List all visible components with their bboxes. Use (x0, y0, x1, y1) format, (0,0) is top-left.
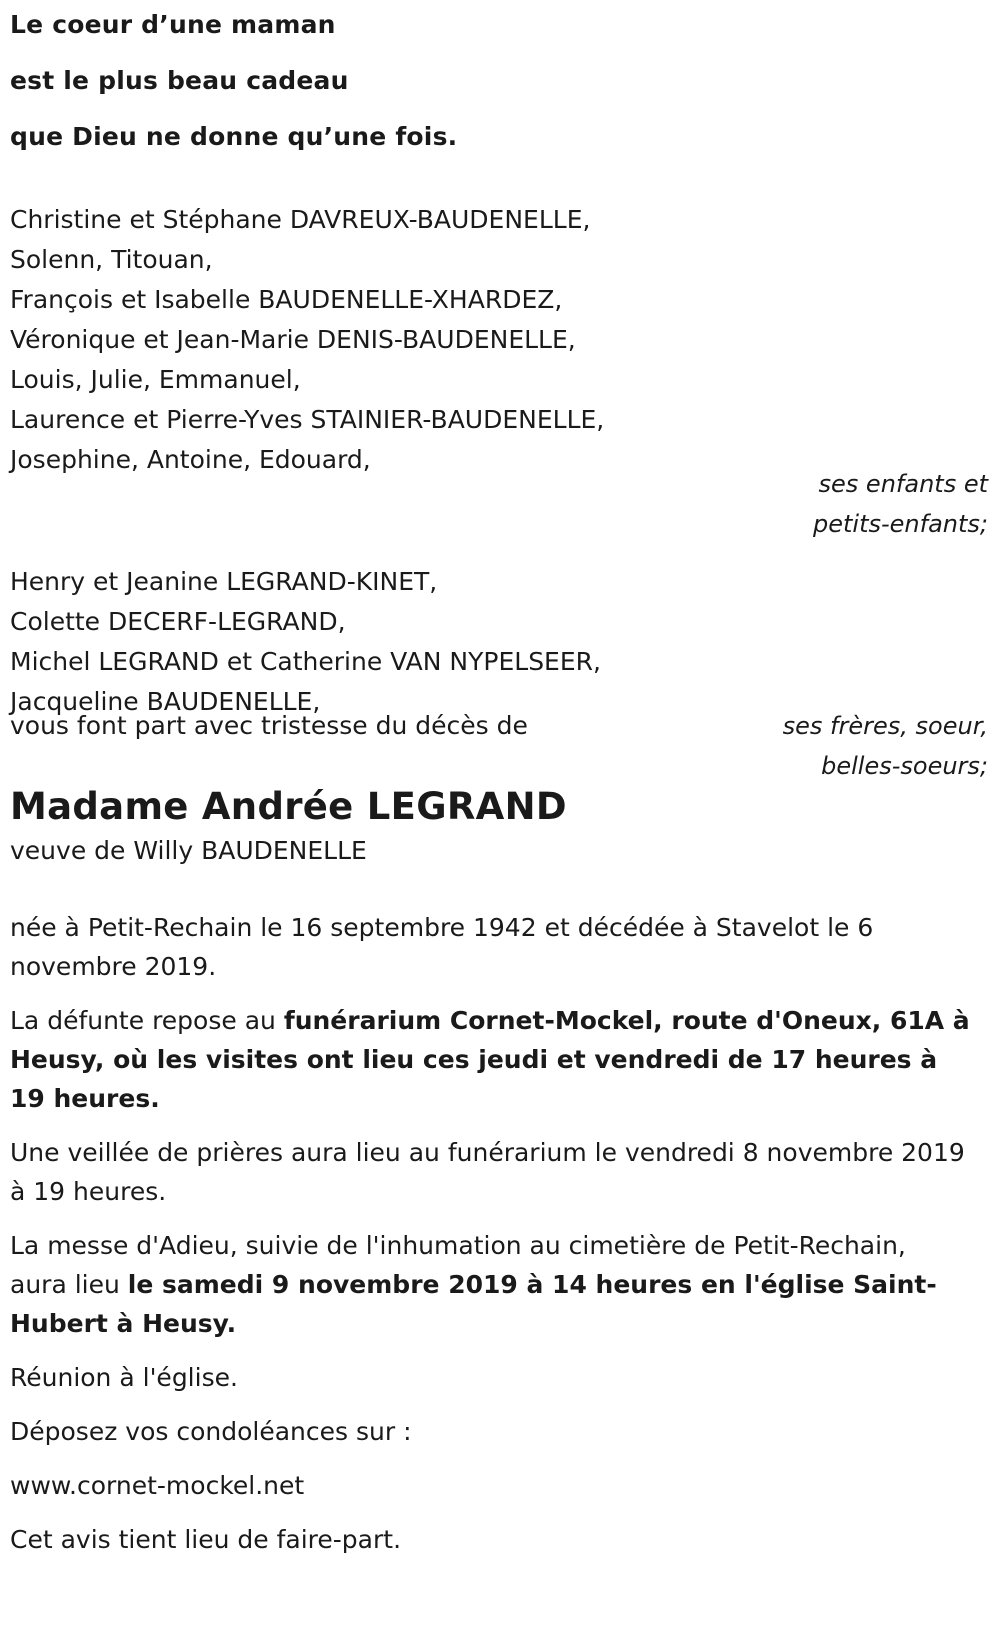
children-role-line-1: ses enfants et (818, 470, 988, 498)
deceased-name: Madame Andrée LEGRAND (10, 785, 567, 828)
repose-intro: La défunte repose au (10, 1006, 284, 1035)
mass-details: le samedi 9 novembre 2019 à 14 heures en l'église Saint-Hubert à Heusy. (10, 1270, 937, 1338)
family-line: Solenn, Titouan, (10, 245, 213, 274)
children-group (10, 200, 990, 544)
family-line: Louis, Julie, Emmanuel, (10, 365, 301, 394)
widow-of: veuve de Willy BAUDENELLE (10, 836, 367, 865)
birth-death-text: née à Petit-Rechain le 16 septembre 1942 et décédée à Stavelot le 6 novembre 2019. (10, 913, 874, 981)
family-line: Michel LEGRAND et Catherine VAN NYPELSEER, (10, 647, 601, 676)
family-line: Christine et Stéphane DAVREUX-BAUDENELLE, (10, 205, 591, 234)
children-role-line-2: petits-enfants; (813, 510, 988, 538)
family-line: Colette DECERF-LEGRAND, (10, 607, 346, 636)
family-line: Henry et Jeanine LEGRAND-KINET, (10, 567, 438, 596)
mass-paragraph (10, 1226, 970, 1343)
details-section (10, 908, 970, 1574)
repose-paragraph (10, 1001, 970, 1118)
family-line: François et Isabelle BAUDENELLE-XHARDEZ, (10, 285, 563, 314)
family-line: Véronique et Jean-Marie DENIS-BAUDENELLE, (10, 325, 576, 354)
condolences-label: Déposez vos condoléances sur : (10, 1417, 412, 1446)
obituary-notice (10, 0, 990, 1554)
family-line: Laurence et Pierre-Yves STAINIER-BAUDENELLE, (10, 405, 605, 434)
closing-text: Cet avis tient lieu de faire-part. (10, 1525, 402, 1554)
website-link[interactable]: www.cornet-mockel.net (10, 1471, 305, 1500)
repose-location: funérarium Cornet-Mockel, route d'Oneux, 61A à Heusy, où les visites ont lieu ces jeudi et vendredi de 17 heures à 19 heures. (10, 1006, 970, 1113)
mass-intro: La messe d'Adieu, suivie de l'inhumation au cimetière de Petit-Rechain, aura lieu (10, 1231, 906, 1299)
siblings-group (10, 562, 990, 786)
siblings-role-line-1: ses frères, soeur, (782, 712, 988, 740)
poem-line-2: est le plus beau cadeau (10, 66, 349, 95)
vigil-text: Une veillée de prières aura lieu au funérarium le vendredi 8 novembre 2019 à 19 heures. (10, 1138, 965, 1206)
poem-line-1: Le coeur d’une maman (10, 10, 336, 39)
siblings-role-line-2: belles-soeurs; (821, 752, 988, 780)
poem-line-3: que Dieu ne donne qu’une fois. (10, 122, 458, 151)
announcement-text: vous font part avec tristesse du décès de (10, 711, 528, 740)
family-line: Josephine, Antoine, Edouard, (10, 445, 371, 474)
family-line: Jacqueline BAUDENELLE, (10, 687, 321, 716)
meeting-text: Réunion à l'église. (10, 1363, 238, 1392)
poem (10, 0, 990, 168)
